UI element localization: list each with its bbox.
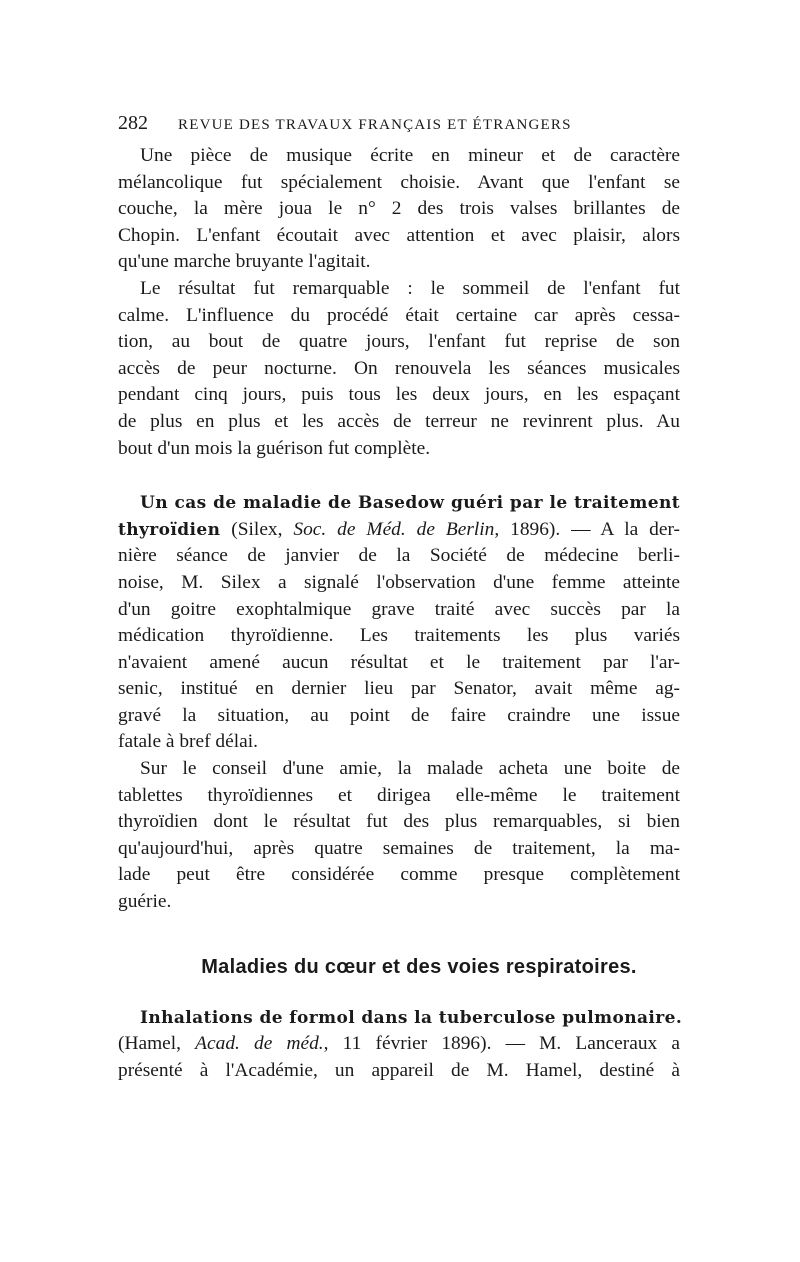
item-title: Un cas de maladie de Basedow guéri par le traitement [140, 493, 680, 514]
paragraph-result [118, 276, 680, 462]
text-line: Le résultat fut remarquable : le sommeil de l'enfant fut [140, 277, 680, 299]
paragraph-music-therapy [118, 143, 680, 276]
text-line: de plus en plus et les accès de terreur ne revinrent plus. Au [118, 410, 680, 432]
item-formol [118, 1005, 683, 1085]
item-title-line [118, 490, 680, 517]
section-heading: Maladies du cœur et des voies respiratoires. [201, 955, 637, 978]
item-title-continued: thyroïdien [118, 519, 221, 540]
item-citation-line [118, 517, 680, 544]
citation-close: , 1896). — A la der- [494, 518, 680, 540]
text-line: tion, au bout de quatre jours, l'enfant fut reprise de son [118, 331, 680, 353]
text-line: qu'aujourd'hui, après quatre semaines de traitement, la ma- [118, 837, 680, 859]
citation-journal: Soc. de Méd. de Berlin [293, 518, 495, 540]
item-citation-line [118, 1031, 680, 1058]
text-line: guérie. [118, 891, 172, 913]
text-line: pendant cinq jours, puis tous les deux jours, en les espaçant [118, 384, 680, 406]
item-basedow [118, 490, 680, 916]
text-line: accès de peur nocturne. On renouvela les séances musicales [118, 357, 680, 379]
citation-close: , 11 février 1896). — M. Lanceraux a [323, 1033, 681, 1055]
book-page [118, 112, 683, 1084]
text-line: couche, la mère joua le n° 2 des trois valses brillantes de [118, 198, 680, 220]
page-number: 282 [118, 112, 148, 134]
text-line: d'un goitre exophtalmique grave traité avec succès par la [118, 598, 680, 620]
text-line: tablettes thyroïdiennes et dirigea elle-même le traitement [118, 784, 680, 806]
item-title-line [118, 1005, 683, 1032]
text-line: calme. L'influence du procédé était certaine car après cessa- [118, 304, 680, 326]
citation-journal: Acad. de méd. [195, 1033, 324, 1055]
text-line: thyroïdien dont le résultat fut des plus remarquables, si bien [118, 811, 680, 833]
text-line: mélancolique fut spécialement choisie. Avant que l'enfant se [118, 171, 680, 193]
text-line: qu'une marche bruyante l'agitait. [118, 251, 371, 273]
running-head [118, 112, 680, 135]
text-line: médication thyroïdienne. Les traitements les plus variés [118, 625, 680, 647]
text-line: présenté à l'Académie, un appareil de M. Hamel, destiné à [118, 1059, 680, 1081]
text-line: nière séance de janvier de la Société de médecine berli- [118, 545, 680, 567]
running-title: REVUE DES TRAVAUX FRANÇAIS ET ÉTRANGERS [178, 117, 572, 133]
text-line: Sur le conseil d'une amie, la malade acheta une boite de [140, 758, 680, 780]
citation-open: (Hamel, [118, 1033, 196, 1055]
text-line: gravé la situation, au point de faire craindre une issue [118, 704, 680, 726]
item-title: Inhalations de formol dans la tuberculose pulmonaire. [140, 1007, 683, 1028]
citation-open: (Silex, [220, 518, 294, 540]
text-line: noise, M. Silex a signalé l'observation d'une femme atteinte [118, 571, 680, 593]
text-line: Chopin. L'enfant écoutait avec attention et avec plaisir, alors [118, 224, 680, 246]
text-line: senic, institué en dernier lieu par Senator, avait même ag- [118, 678, 680, 700]
text-line: lade peut être considérée comme presque complètement [118, 864, 680, 886]
text-line: Une pièce de musique écrite en mineur et de caractère [140, 145, 680, 166]
text-line: fatale à bref délai. [118, 731, 258, 753]
text-line: bout d'un mois la guérison fut complète. [118, 437, 431, 459]
text-line: n'avaient amené aucun résultat et le traitement par l'ar- [118, 651, 680, 673]
